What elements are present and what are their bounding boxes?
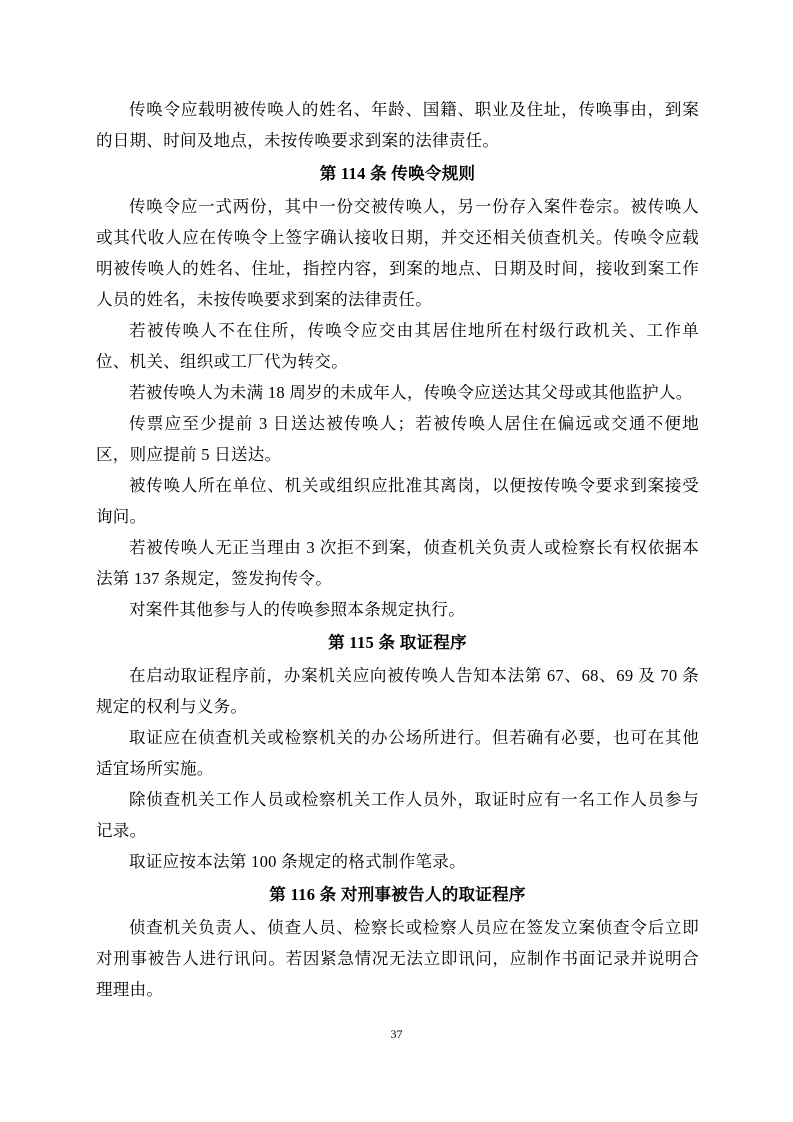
body-paragraph: 取证应按本法第 100 条规定的格式制作笔录。 bbox=[129, 852, 466, 871]
body-paragraph: 传唤令应一式两份，其中一份交被传唤人，另一份存入案件卷宗。被传唤人或其代收人应在传唤令上签字确认接收日期，并交还相关侦查机关。传唤令应载明被传唤人的姓名、住址，指控内容，到案的地点、日期及时间，接收到案工作人员的姓名，未按传唤要求到案的法律责任。 bbox=[96, 197, 699, 309]
body-paragraph: 若被传唤人不在住所，传唤令应交由其居住地所在村级行政机关、工作单位、机关、组织或工厂代为转交。 bbox=[96, 321, 699, 371]
body-paragraph: 若被传唤人无正当理由 3 次拒不到案，侦查机关负责人或检察长有权依据本法第 137 条规定，签发拘传令。 bbox=[96, 538, 699, 588]
body-paragraph: 若被传唤人为未满 18 周岁的未成年人，传唤令应送达其父母或其他监护人。 bbox=[129, 383, 693, 402]
body-paragraph: 在启动取证程序前，办案机关应向被传唤人告知本法第 67、68、69 及 70 条规定的权利与义务。 bbox=[96, 666, 699, 716]
body-paragraph: 除侦查机关工作人员或检察机关工作人员外，取证时应有一名工作人员参与记录。 bbox=[96, 790, 699, 840]
body-paragraph: 传票应至少提前 3 日送达被传唤人；若被传唤人居住在偏远或交通不便地区，则应提前 5 日送达。 bbox=[96, 414, 699, 464]
body-paragraph: 对案件其他参与人的传唤参照本条规定执行。 bbox=[129, 600, 465, 619]
body-paragraph: 侦查机关负责人、侦查人员、检察长或检察人员应在签发立案侦查令后立即对刑事被告人进行讯问。若因紧急情况无法立即讯问，应制作书面记录并说明合理理由。 bbox=[96, 918, 699, 999]
article-heading-114: 第 114 条 传唤令规则 bbox=[319, 164, 476, 183]
body-paragraph: 取证应在侦查机关或检察机关的办公场所进行。但若确有必要，也可在其他适宜场所实施。 bbox=[96, 728, 699, 778]
document-body bbox=[96, 94, 699, 1005]
article-heading-115: 第 115 条 取证程序 bbox=[328, 633, 467, 652]
article-heading-116: 第 116 条 对刑事被告人的取证程序 bbox=[269, 885, 526, 904]
body-paragraph: 被传唤人所在单位、机关或组织应批准其离岗，以便按传唤令要求到案接受询问。 bbox=[96, 476, 699, 526]
page-number: 37 bbox=[390, 1027, 403, 1041]
body-paragraph: 传唤令应载明被传唤人的姓名、年龄、国籍、职业及住址，传唤事由，到案的日期、时间及地点，未按传唤要求到案的法律责任。 bbox=[96, 100, 699, 150]
